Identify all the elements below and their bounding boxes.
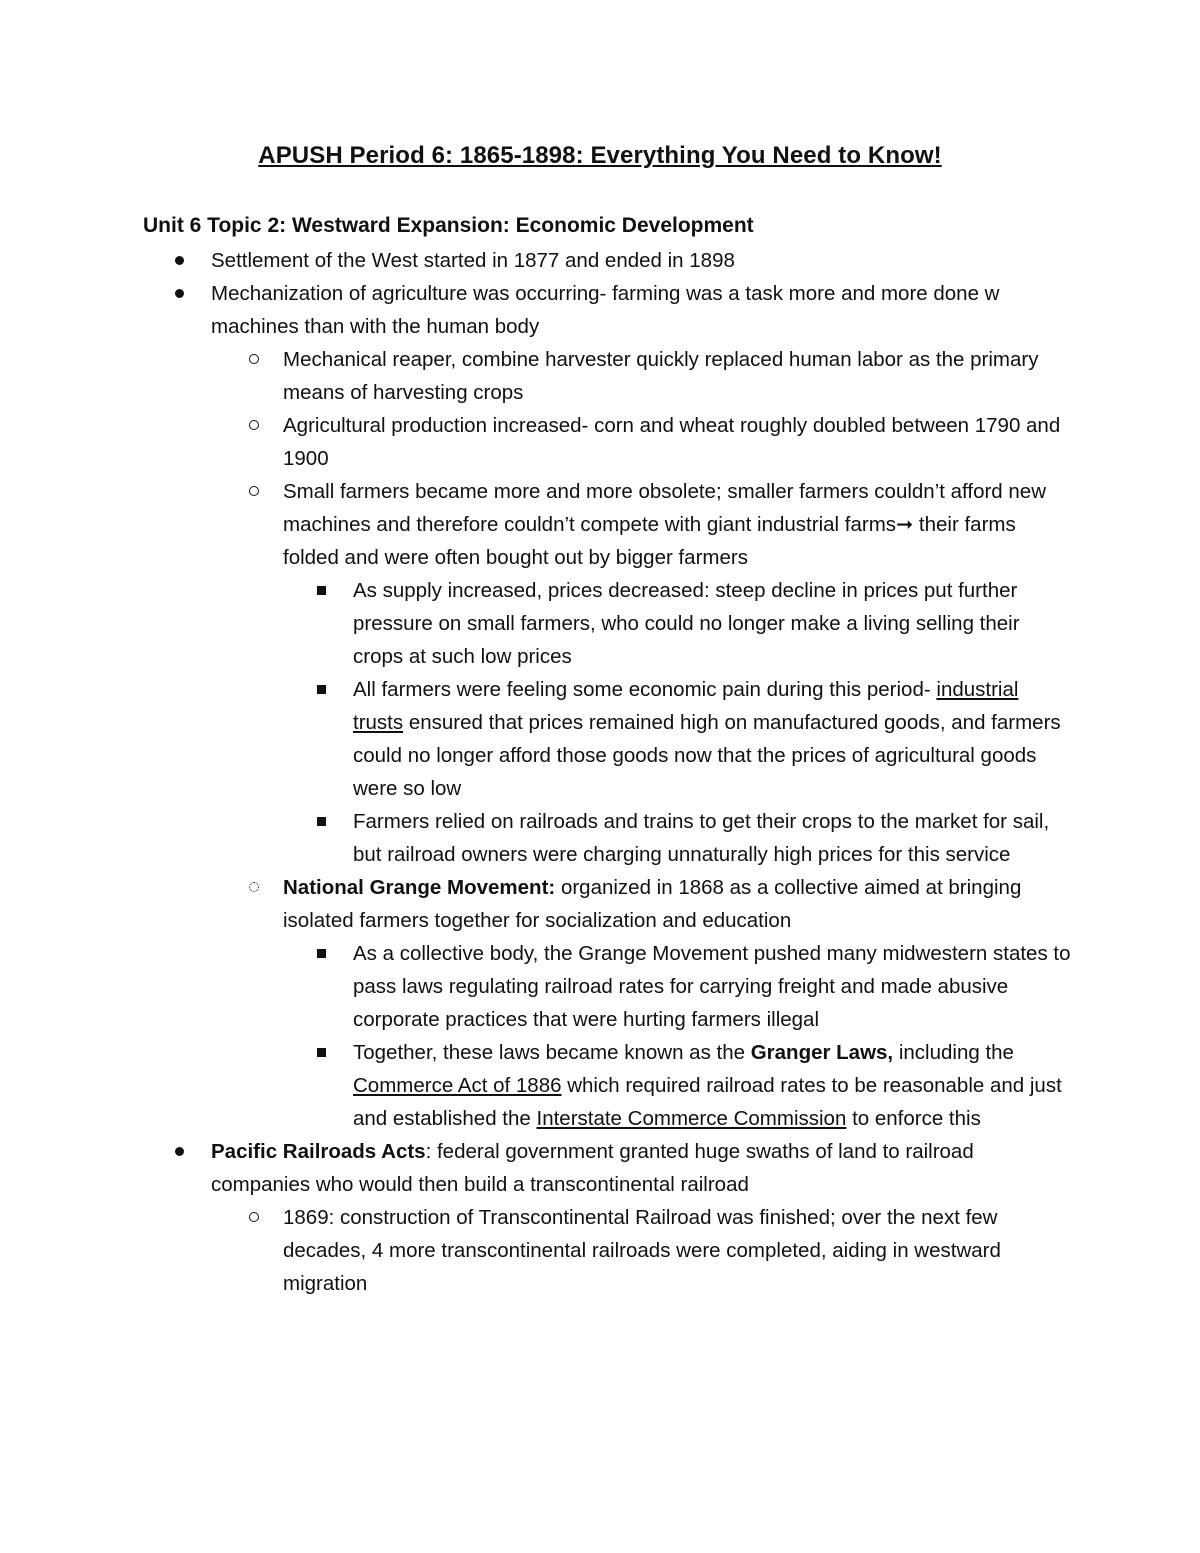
bold-term: National Grange Movement:: [283, 876, 556, 899]
underlined-term: Commerce Act of 1886: [353, 1074, 562, 1097]
list-item-text: : federal government granted huge swaths of land to railroad companies who would then build a transcontinental railroad: [211, 1140, 974, 1196]
list-item: [353, 1036, 1073, 1135]
list-item-text: 1869: construction of Transcontinental Railroad was finished; over the next few decades, 4 more transcontinental railroads were completed, aiding in westward migration: [283, 1206, 1001, 1295]
list-item: [283, 409, 1073, 475]
list-item-text: to enforce this: [846, 1107, 981, 1130]
bullet-square-icon: [317, 574, 326, 607]
bullet-dot-icon: [175, 1135, 184, 1168]
underlined-term: Interstate Commerce Commission: [536, 1107, 847, 1130]
bullet-circle-icon: [249, 871, 259, 904]
list-item-text: All farmers were feeling some economic pain during this period-: [353, 678, 937, 701]
bullet-square-icon: [317, 805, 326, 838]
bullet-list: [0, 244, 1200, 1300]
list-item: [211, 244, 1071, 277]
list-item-text: organized in 1868 as a collective aimed at bringing isolated farmers together for socialization and education: [283, 876, 1022, 932]
document-title: APUSH Period 6: 1865-1898: Everything You Need to Know!: [258, 142, 942, 169]
list-item-text: Agricultural production increased- corn and wheat roughly doubled between 1790 and 1900: [283, 414, 1061, 470]
list-item-text: ensured that prices remained high on manufactured goods, and farmers could no longer afford those goods now that the prices of agricultural goods were so low: [353, 711, 1061, 800]
bullet-square-icon: [317, 1036, 326, 1069]
list-item-text: As a collective body, the Grange Movement pushed many midwestern states to pass laws regulating railroad rates for carrying freight and made abusive corporate practices that were hurting farmers illegal: [353, 942, 1071, 1031]
list-item: [283, 343, 1073, 409]
list-item-text: As supply increased, prices decreased: steep decline in prices put further pressure on small farmers, who could no longer make a living selling their crops at such low prices: [353, 579, 1020, 668]
bold-term: Pacific Railroads Acts: [211, 1140, 426, 1163]
list-item-text: which required railroad rates to be reasonable and just and established the: [353, 1074, 1062, 1130]
list-item-text: Settlement of the West started in 1877 and ended in 1898: [211, 249, 735, 272]
bold-term: Granger Laws,: [750, 1041, 894, 1064]
list-item-text: Small farmers became more and more obsolete; smaller farmers couldn’t afford new machines and therefore couldn’t compete with giant industrial farms➞ their farms folded and were often bought out by bigger farmers: [283, 480, 1046, 569]
list-item-text: Farmers relied on railroads and trains to get their crops to the market for sail, but railroad owners were charging unnaturally high prices for this service: [353, 810, 1050, 866]
bullet-dot-icon: [175, 244, 184, 277]
bullet-dot-icon: [175, 277, 184, 310]
bullet-circle-icon: [249, 409, 259, 442]
list-item: [283, 1201, 1073, 1300]
bullet-circle-icon: [249, 343, 259, 376]
list-item-text: Mechanization of agriculture was occurring- farming was a task more and more done w machines than with the human body: [211, 282, 1000, 338]
section-heading: Unit 6 Topic 2: Westward Expansion: Economic Development: [143, 214, 754, 237]
list-item-text: Mechanical reaper, combine harvester quickly replaced human labor as the primary means of harvesting crops: [283, 348, 1039, 404]
list-item: [353, 937, 1073, 1036]
list-item-text: Together, these laws became known as the: [353, 1041, 751, 1064]
list-item: [353, 673, 1073, 805]
list-item: [353, 574, 1073, 673]
bullet-circle-icon: [249, 1201, 259, 1234]
list-item: [211, 277, 1071, 343]
list-item-text: including the: [893, 1041, 1014, 1064]
bullet-square-icon: [317, 673, 326, 706]
bullet-circle-icon: [249, 475, 259, 508]
underlined-term: industrial trusts: [353, 678, 1019, 734]
bullet-square-icon: [317, 937, 326, 970]
list-item: [283, 475, 1073, 574]
list-item: [353, 805, 1073, 871]
list-item: [283, 871, 1073, 937]
list-item: [211, 1135, 1071, 1201]
